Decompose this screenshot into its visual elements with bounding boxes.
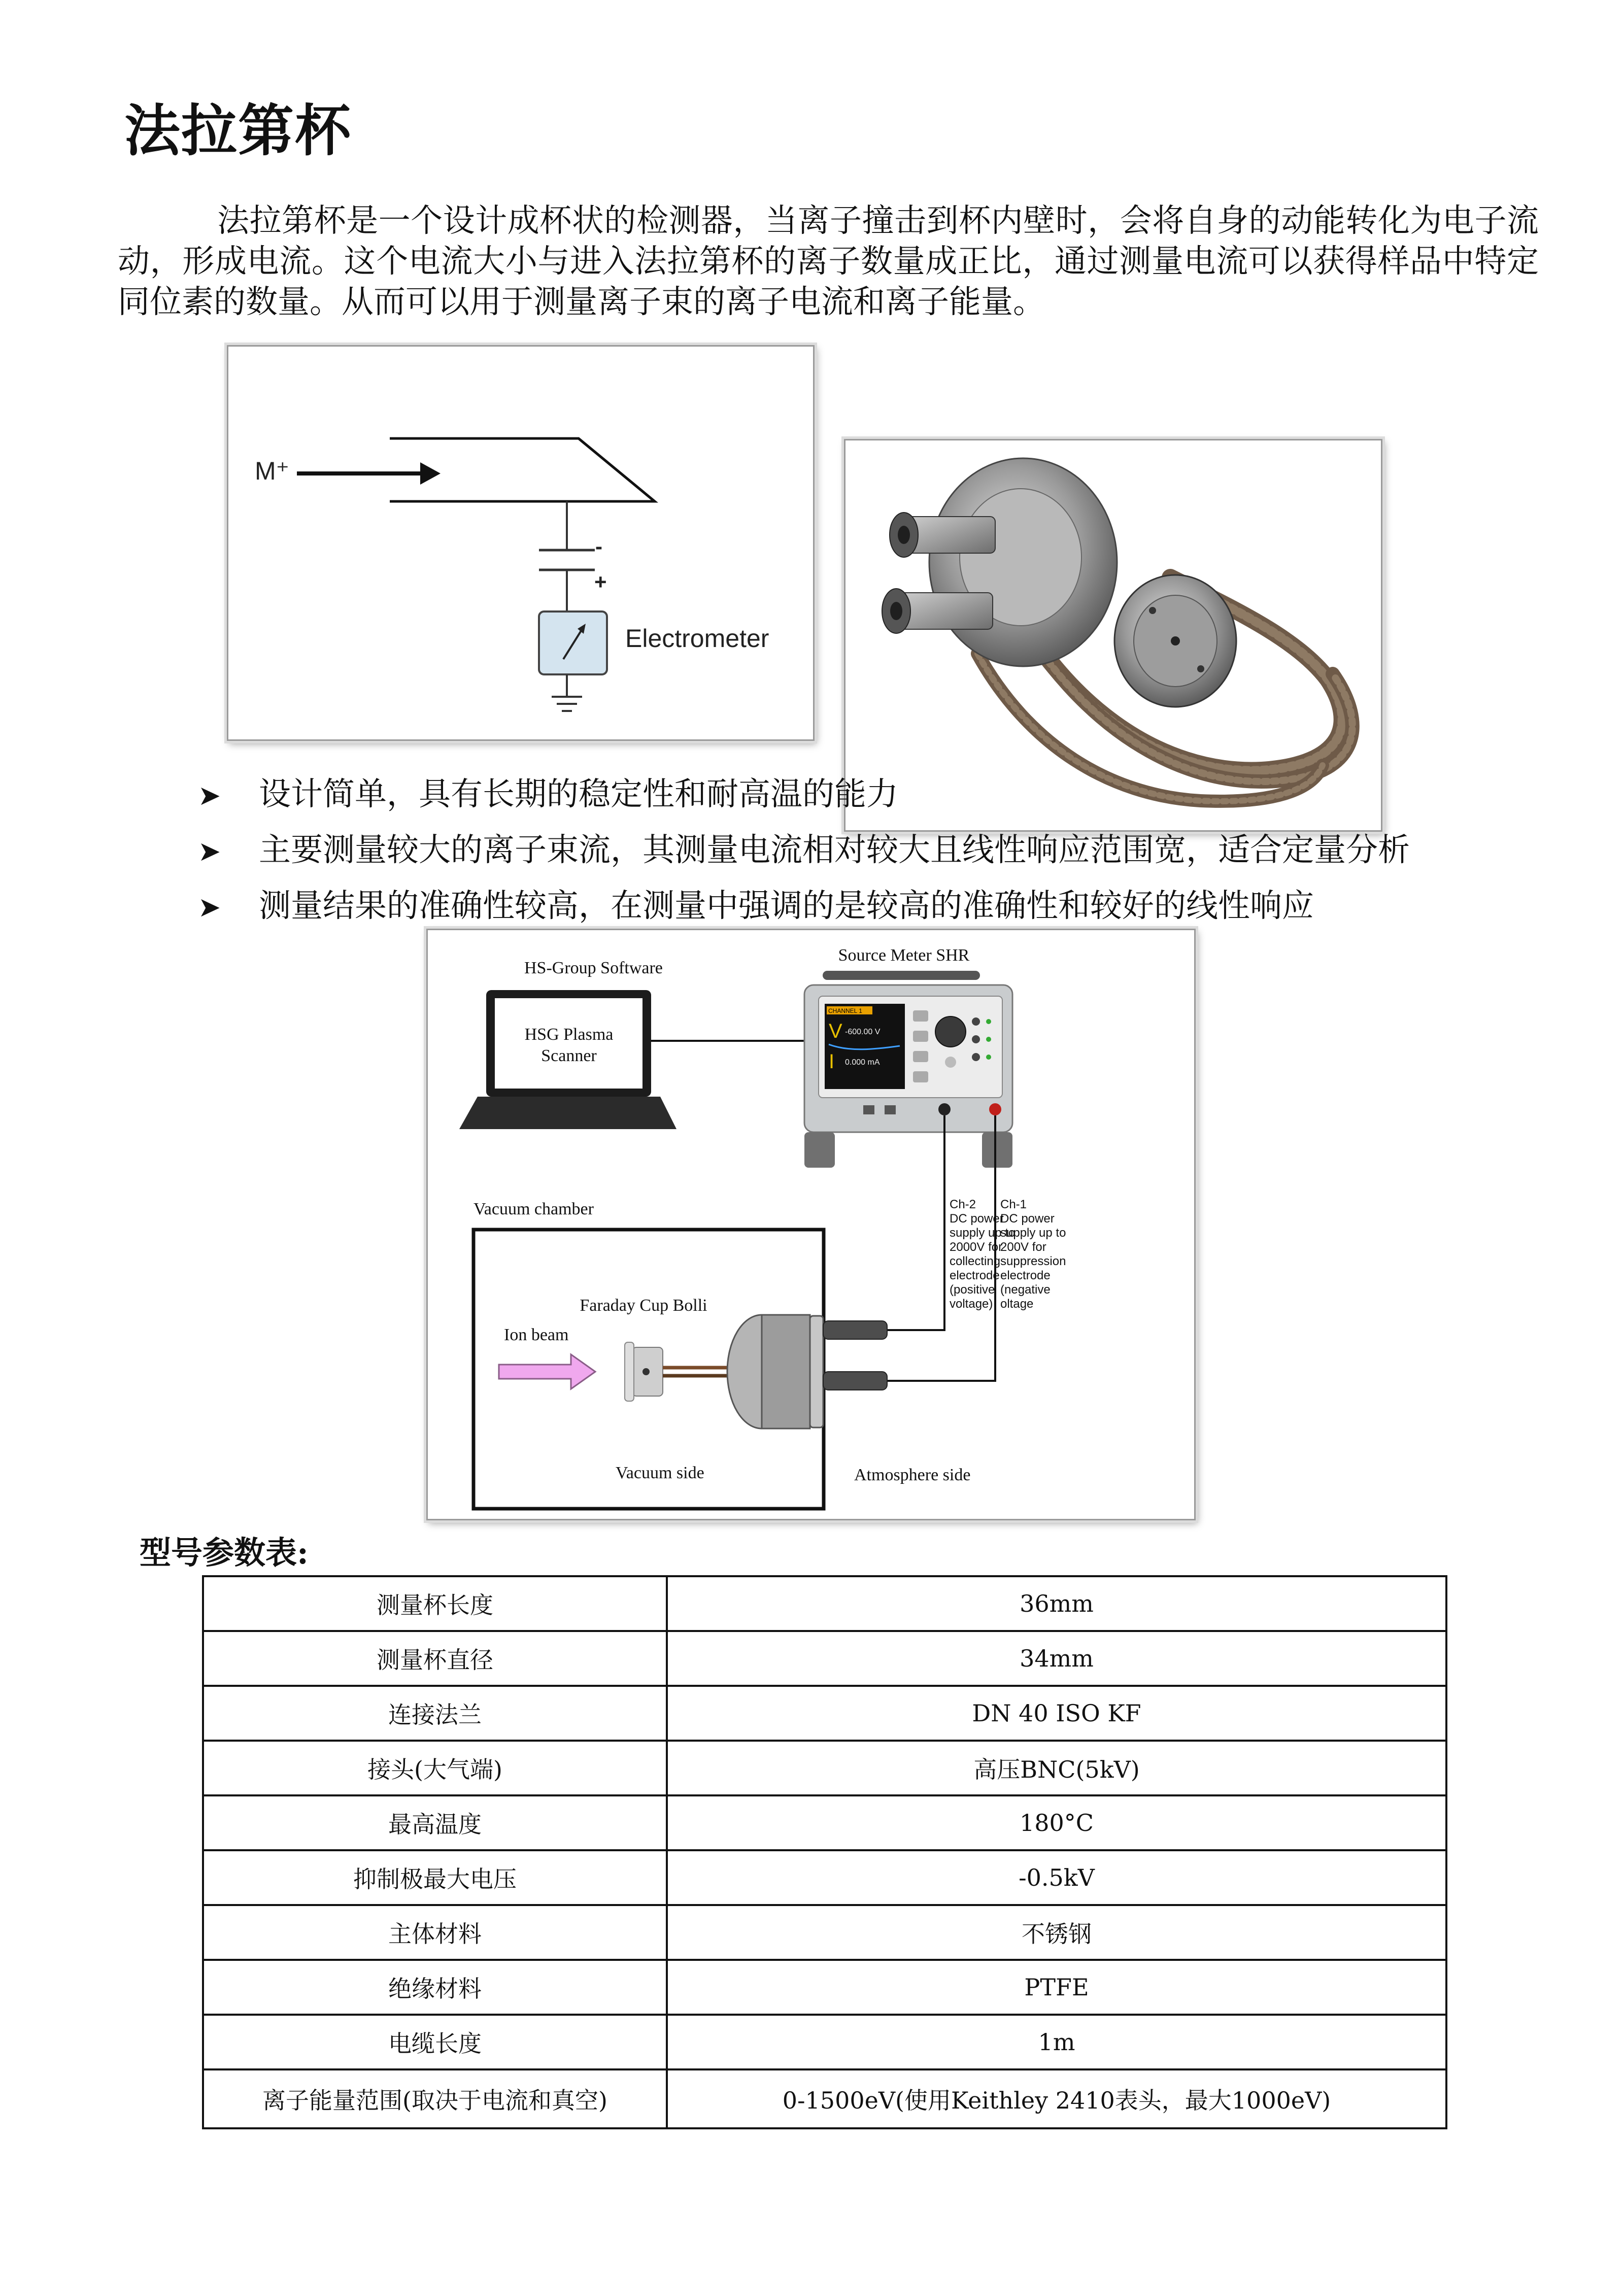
bnc-connector-top (890, 513, 995, 557)
spec-key: 离子能量范围(取决于电流和真空) (203, 2069, 667, 2128)
table-row (203, 1631, 1446, 1686)
spec-value: 36mm (667, 1576, 1446, 1631)
spec-value: PTFE (667, 1960, 1446, 2015)
meter-knob (935, 1016, 966, 1047)
ch1-annotation (1000, 1198, 1066, 1311)
schematic-figure (227, 345, 815, 741)
table-row (203, 2069, 1446, 2128)
reading-v: -600.00 V (845, 1028, 881, 1036)
svg-text:suppression: suppression (1000, 1254, 1066, 1268)
ion-arrow-head (420, 462, 441, 485)
ch2-output-jack (938, 1103, 951, 1115)
list-item: ➤ 设计简单，具有长期的稳定性和耐高温的能力 (198, 766, 1410, 822)
ion-beam-arrow (499, 1354, 595, 1389)
spec-table (202, 1575, 1447, 2129)
list-item: ➤ 主要测量较大的离子束流，其测量电流相对较大且线性响应范围宽，适合定量分析 (198, 822, 1410, 878)
svg-text:200V for: 200V for (1000, 1240, 1046, 1254)
spec-value: 不锈钢 (667, 1905, 1446, 1960)
svg-text:supply up to: supply up to (1000, 1226, 1066, 1240)
svg-text:electrode: electrode (950, 1269, 1000, 1282)
intro-paragraph: 法拉第杯是一个设计成杯状的检测器，当离子撞击到杯内壁时，会将自身的动能转化为电子流动，形成电流。这个电流大小与进入法拉第杯的离子数量成正比，通过测量电流可以获得样品中特定同位素的数量。从而可以用于测量离子束的离子电流和离子能量。 (118, 202, 1539, 320)
table-row (203, 1905, 1446, 1960)
display-v: V (829, 1020, 842, 1042)
svg-text:Ch-1: Ch-1 (1000, 1198, 1027, 1211)
display-i: I (829, 1050, 835, 1073)
spec-key: 测量杯直径 (203, 1631, 667, 1686)
reading-i: 0.000 mA (845, 1058, 880, 1067)
spec-key: 主体材料 (203, 1905, 667, 1960)
electrometer-label: Electrometer (625, 624, 769, 653)
page-title: 法拉第杯 (124, 98, 352, 163)
spec-key: 连接法兰 (203, 1686, 667, 1741)
arrow-bullet-icon: ➤ (198, 779, 221, 811)
table-row (203, 1576, 1446, 1631)
svg-text:(positive: (positive (950, 1283, 995, 1297)
spec-value: 0-1500eV(使用Keithley 2410表头，最大1000eV) (667, 2069, 1446, 2128)
meter-handle (823, 971, 980, 980)
arrow-bullet-icon: ➤ (198, 891, 221, 923)
vacuum-side-label: Vacuum side (616, 1464, 704, 1482)
svg-text:DC power: DC power (1000, 1212, 1055, 1226)
minus-sign: - (595, 534, 602, 558)
meter-foot-right (982, 1132, 1012, 1168)
screen-line-2: Scanner (541, 1046, 597, 1065)
svg-text:oltage: oltage (1000, 1297, 1034, 1311)
faraday-cup-icon (625, 1315, 823, 1429)
svg-text:voltage): voltage) (950, 1297, 993, 1311)
cup-aperture (1171, 636, 1180, 646)
spec-heading: 型号参数表: (140, 1534, 309, 1571)
spec-key: 电缆长度 (203, 2015, 667, 2069)
setup-diagram (428, 930, 1194, 1519)
ch1-output-jack (989, 1103, 1001, 1115)
spec-value: 1m (667, 2015, 1446, 2069)
svg-text:2000V for: 2000V for (950, 1240, 1003, 1254)
spec-key: 测量杯长度 (203, 1576, 667, 1631)
spec-value: DN 40 ISO KF (667, 1686, 1446, 1741)
spec-key: 接头(大气端) (203, 1741, 667, 1795)
spec-value: 34mm (667, 1631, 1446, 1686)
schematic-diagram (228, 347, 813, 739)
ch2-wire (887, 1115, 944, 1330)
bnc-feedthrough (823, 1321, 887, 1390)
feature-list (198, 766, 1410, 934)
chamber-label: Vacuum chamber (473, 1200, 594, 1218)
svg-text:Ch-2: Ch-2 (950, 1198, 976, 1211)
spec-key: 绝缘材料 (203, 1960, 667, 2015)
spec-value: -0.5kV (667, 1850, 1446, 1905)
spec-key: 抑制极最大电压 (203, 1850, 667, 1905)
meter-title: Source Meter SHR (838, 946, 970, 965)
arrow-bullet-icon: ➤ (198, 835, 221, 867)
screen-line-1: HSG Plasma (524, 1025, 614, 1044)
table-row (203, 1795, 1446, 1850)
ion-label: M⁺ (255, 457, 290, 485)
table-row (203, 1960, 1446, 2015)
channel-label: CHANNEL 1 (828, 1007, 862, 1014)
beam-label: Ion beam (504, 1326, 569, 1344)
svg-text:supply up to: supply up to (950, 1226, 1016, 1240)
table-row (203, 1741, 1446, 1795)
laptop-keyboard (459, 1097, 676, 1129)
table-row (203, 1686, 1446, 1741)
svg-text:collecting: collecting (950, 1254, 1001, 1268)
spec-value: 高压BNC(5kV) (667, 1741, 1446, 1795)
svg-text:DC power: DC power (950, 1212, 1004, 1226)
svg-text:(negative: (negative (1000, 1283, 1051, 1297)
svg-text:electrode: electrode (1000, 1269, 1051, 1282)
bnc-connector-bottom (882, 589, 993, 633)
atmosphere-side-label: Atmosphere side (854, 1466, 971, 1484)
list-item: ➤ 测量结果的准确性较高，在测量中强调的是较高的准确性和较好的线性响应 (198, 878, 1410, 934)
spec-value: 180°C (667, 1795, 1446, 1850)
table-row (203, 1850, 1446, 1905)
spec-key: 最高温度 (203, 1795, 667, 1850)
software-label: HS-Group Software (524, 959, 663, 977)
plus-sign: + (594, 570, 607, 594)
table-row (203, 2015, 1446, 2069)
cup-label: Faraday Cup Bolli (580, 1296, 707, 1315)
setup-figure (426, 929, 1196, 1520)
meter-foot-left (804, 1132, 835, 1168)
